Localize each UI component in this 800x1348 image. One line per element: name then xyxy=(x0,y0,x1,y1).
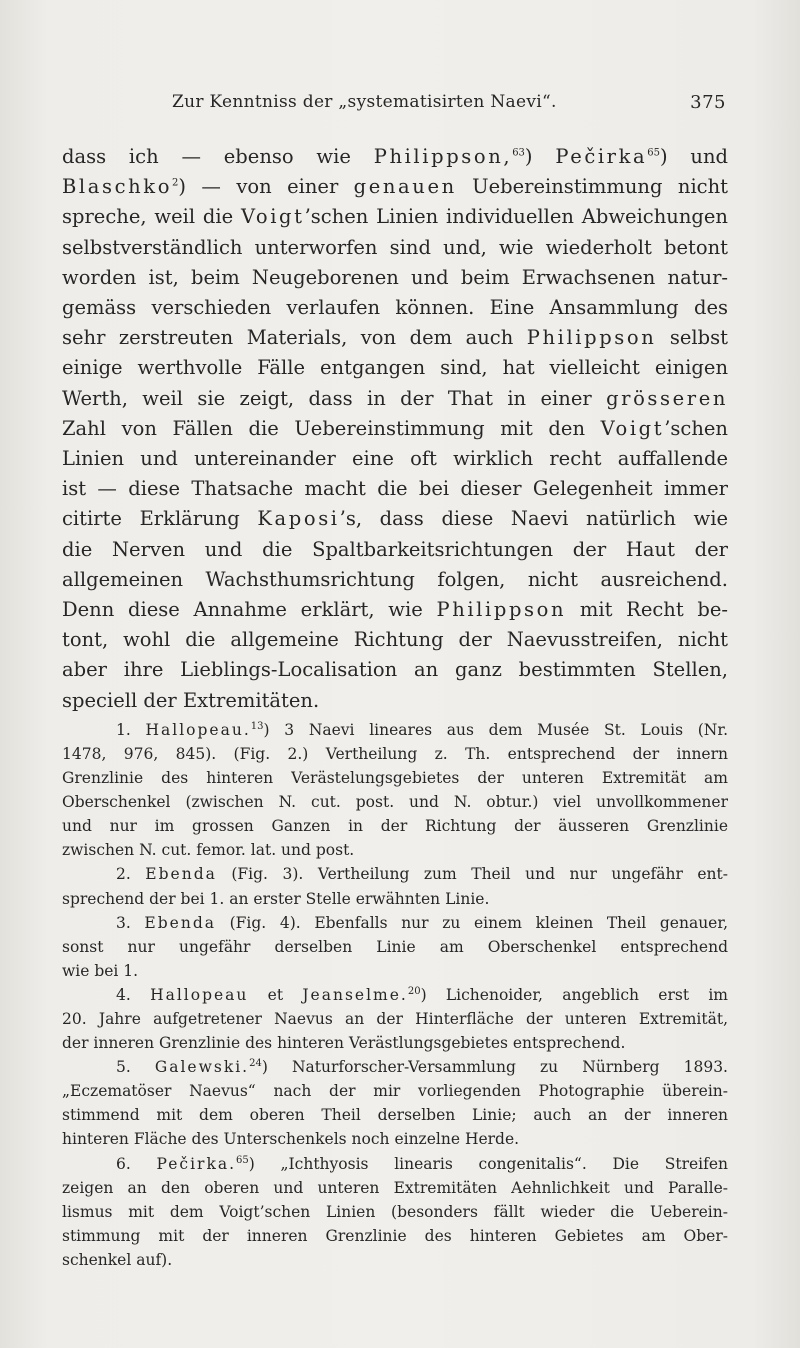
text-line xyxy=(62,1224,728,1248)
text-segment: worden ist, beim Neugeborenen und beim Erwachsenen natur- xyxy=(62,265,728,289)
text-line xyxy=(62,625,728,655)
main-paragraph xyxy=(62,142,728,716)
footnote-reference: 13 xyxy=(250,720,264,732)
text-segment: ) xyxy=(524,145,556,168)
text-line xyxy=(62,983,728,1007)
text-line xyxy=(62,1152,728,1176)
spaced-author-name: Philippson xyxy=(436,598,567,622)
text-line xyxy=(62,1007,728,1031)
text-segment: zwischen N. cut. femor. lat. und post. xyxy=(62,841,355,860)
text-segment: et xyxy=(248,985,303,1004)
text-line xyxy=(62,911,728,935)
text-segment: (Fig. 3). Vertheilung zum Theil und nur ungefähr ent- xyxy=(216,865,728,884)
text-segment: ) Lichenoider, angeblich erst im xyxy=(420,985,728,1004)
text-segment: Zahl von Fällen die Uebereinstimmung mit den xyxy=(62,416,601,440)
text-segment: 4. xyxy=(116,985,151,1004)
text-segment: gemäss verschieden verlaufen können. Eine Ansammlung des xyxy=(62,296,728,320)
text-segment: tont, wohl die allgemeine Richtung der Naevusstreifen, nicht xyxy=(62,628,728,652)
spaced-author-name: Voigt xyxy=(240,205,305,229)
text-segment: speciell der Extremitäten. xyxy=(62,688,320,712)
case-note xyxy=(62,983,728,1055)
footnote-reference: 65 xyxy=(236,1154,249,1166)
case-note xyxy=(62,1055,728,1151)
text-segment: selbstverständlich unterworfen sind und, wie wiederholt betont xyxy=(62,235,728,259)
text-segment: „Eczematöser Naevus“ nach der mir vorliegenden Photographie überein- xyxy=(62,1082,728,1101)
text-segment: ’s, dass diese Naevi natürlich wie xyxy=(339,507,728,531)
text-line xyxy=(62,1055,728,1079)
footnote-reference: 24 xyxy=(249,1058,262,1070)
text-segment: mit Recht be- xyxy=(566,598,728,622)
page-number: 375 xyxy=(690,92,726,113)
text-line xyxy=(62,1079,728,1103)
footnote-reference: 2 xyxy=(172,177,179,189)
text-segment: ) — von einer xyxy=(178,175,354,199)
spaced-author-name: Jeanselme. xyxy=(302,985,408,1004)
spaced-author-name: Philippson xyxy=(526,326,657,350)
text-line xyxy=(62,814,728,838)
text-segment: ) Naturforscher-Versammlung zu Nürnberg 1893. xyxy=(261,1058,728,1077)
text-segment: Werth, weil sie zeigt, dass in der That in einer xyxy=(62,386,607,410)
spaced-author-name: grösseren xyxy=(606,386,728,410)
text-segment: selbst xyxy=(656,326,728,350)
text-line xyxy=(62,838,728,862)
text-segment: sprechend der bei 1. an erster Stelle erwähnten Linie. xyxy=(62,889,490,908)
text-segment: citirte Erklärung xyxy=(62,507,258,531)
text-line xyxy=(62,142,728,172)
text-line xyxy=(62,862,728,886)
text-line xyxy=(62,1103,728,1127)
text-segment: der inneren Grenzlinie des hinteren Verästlungsgebietes entsprechend. xyxy=(62,1034,626,1053)
spaced-author-name: genauen xyxy=(353,175,457,199)
case-notes xyxy=(62,718,728,1272)
text-line xyxy=(62,1200,728,1224)
text-segment: lismus mit dem Voigt’schen Linien (besonders fällt wieder die Ueberein- xyxy=(62,1202,728,1221)
spaced-author-name: Kaposi xyxy=(257,507,340,531)
text-segment: zeigen an den oberen und unteren Extremitäten Aehnlichkeit und Paralle- xyxy=(62,1178,728,1197)
text-segment: 1. xyxy=(116,720,146,739)
text-line xyxy=(62,504,728,534)
text-line xyxy=(62,1031,728,1055)
body-text xyxy=(62,142,728,1272)
text-line xyxy=(62,655,728,685)
text-line xyxy=(62,1248,728,1272)
text-segment: wie bei 1. xyxy=(62,961,139,980)
spaced-author-name: Galewski. xyxy=(154,1058,250,1077)
text-segment: Denn diese Annahme erklärt, wie xyxy=(62,598,437,622)
text-segment: spreche, weil die xyxy=(62,205,241,229)
text-line xyxy=(62,686,728,716)
footnote-reference: 20 xyxy=(407,985,421,997)
text-segment: Linien und untereinander eine oft wirklich recht auffallende xyxy=(62,447,728,471)
text-segment: einige werthvolle Fälle entgangen sind, hat vielleicht einigen xyxy=(62,356,728,380)
text-line xyxy=(62,384,728,414)
spaced-author-name: Ebenda xyxy=(144,913,216,932)
text-segment: ) 3 Naevi lineares aus dem Musée St. Louis (Nr. xyxy=(263,720,728,739)
text-line xyxy=(62,565,728,595)
text-line xyxy=(62,474,728,504)
text-segment: Uebereinstimmung nicht xyxy=(456,175,728,199)
spaced-author-name: Ebenda xyxy=(145,865,217,884)
text-segment: ) „Ichthyosis linearis congenitalis“. Die Streifen xyxy=(248,1154,728,1173)
text-segment: Oberschenkel (zwischen N. cut. post. und N. obtur.) viel unvollkommener xyxy=(62,793,728,812)
text-segment: aber ihre Lieblings-Localisation an ganz bestimmten Stellen, xyxy=(62,658,728,682)
spaced-author-name: Voigt xyxy=(600,416,665,440)
spaced-author-name: Philippson, xyxy=(373,145,513,168)
text-line xyxy=(62,353,728,383)
text-line xyxy=(62,263,728,293)
text-segment: stimmung mit der inneren Grenzlinie des hinteren Gebietes am Ober- xyxy=(62,1226,728,1245)
text-segment: 3. xyxy=(116,913,145,932)
text-line xyxy=(62,444,728,474)
spaced-author-name: Hallopeau. xyxy=(145,720,251,739)
text-line xyxy=(62,1176,728,1200)
spaced-author-name: Hallopeau xyxy=(150,985,249,1004)
text-segment: allgemeinen Wachsthumsrichtung folgen, nicht ausreichend. xyxy=(62,567,728,591)
text-line xyxy=(62,293,728,323)
text-segment: 5. xyxy=(116,1058,155,1077)
text-line xyxy=(62,766,728,790)
text-segment: schenkel auf). xyxy=(62,1250,173,1269)
text-segment: 2. xyxy=(116,865,146,884)
running-title: Zur Kenntniss der „systematisirten Naevi“. xyxy=(172,92,557,112)
text-segment: sehr zerstreuten Materials, von dem auch xyxy=(62,326,527,350)
text-segment: 1478, 976, 845). (Fig. 2.) Vertheilung z. Th. entsprechend der innern xyxy=(62,744,728,763)
text-line xyxy=(62,414,728,444)
case-note xyxy=(62,911,728,983)
text-segment: Grenzlinie des hinteren Verästelungsgebietes der unteren Extremität am xyxy=(62,769,728,788)
text-segment: und nur im grossen Ganzen in der Richtung der äusseren Grenzlinie xyxy=(62,817,728,836)
text-line xyxy=(62,935,728,959)
text-line xyxy=(62,887,728,911)
text-line xyxy=(62,742,728,766)
spaced-author-name: Pečirka xyxy=(555,145,648,168)
text-line xyxy=(62,172,728,202)
text-segment: dass ich — ebenso wie xyxy=(62,145,374,168)
text-segment: ist — diese Thatsache macht die bei dieser Gelegenheit immer xyxy=(62,477,728,501)
text-segment: 20. Jahre aufgetretener Naevus an der Hinterfläche der unteren Extremität, xyxy=(62,1009,728,1028)
text-line xyxy=(62,323,728,353)
text-line xyxy=(62,595,728,625)
text-line xyxy=(62,535,728,565)
text-line xyxy=(62,233,728,263)
text-segment: sonst nur ungefähr derselben Linie am Oberschenkel entsprechend xyxy=(62,937,728,956)
text-line xyxy=(62,1127,728,1151)
text-line xyxy=(62,959,728,983)
footnote-reference: 65 xyxy=(647,147,660,159)
footnote-reference: 63 xyxy=(512,147,525,159)
text-line xyxy=(62,202,728,232)
text-segment: ) und xyxy=(659,145,728,168)
spaced-author-name: Blaschko xyxy=(62,175,173,199)
case-note xyxy=(62,862,728,910)
text-segment: ’schen xyxy=(664,416,728,440)
spaced-author-name: Pečirka. xyxy=(156,1154,237,1173)
text-line xyxy=(62,790,728,814)
text-segment: die Nerven und die Spaltbarkeitsrichtungen der Haut der xyxy=(62,537,728,561)
text-segment: hinteren Fläche des Unterschenkels noch einzelne Herde. xyxy=(62,1130,520,1149)
text-segment: (Fig. 4). Ebenfalls nur zu einem kleinen Theil genauer, xyxy=(215,913,728,932)
text-segment: ’schen Linien individuellen Abweichungen xyxy=(304,205,728,229)
text-line xyxy=(62,718,728,742)
case-note xyxy=(62,1152,728,1272)
text-segment: 6. xyxy=(116,1154,157,1173)
text-segment: stimmend mit dem oberen Theil derselben Linie; auch an der inneren xyxy=(62,1106,728,1125)
case-note xyxy=(62,718,728,863)
running-head xyxy=(60,92,726,120)
